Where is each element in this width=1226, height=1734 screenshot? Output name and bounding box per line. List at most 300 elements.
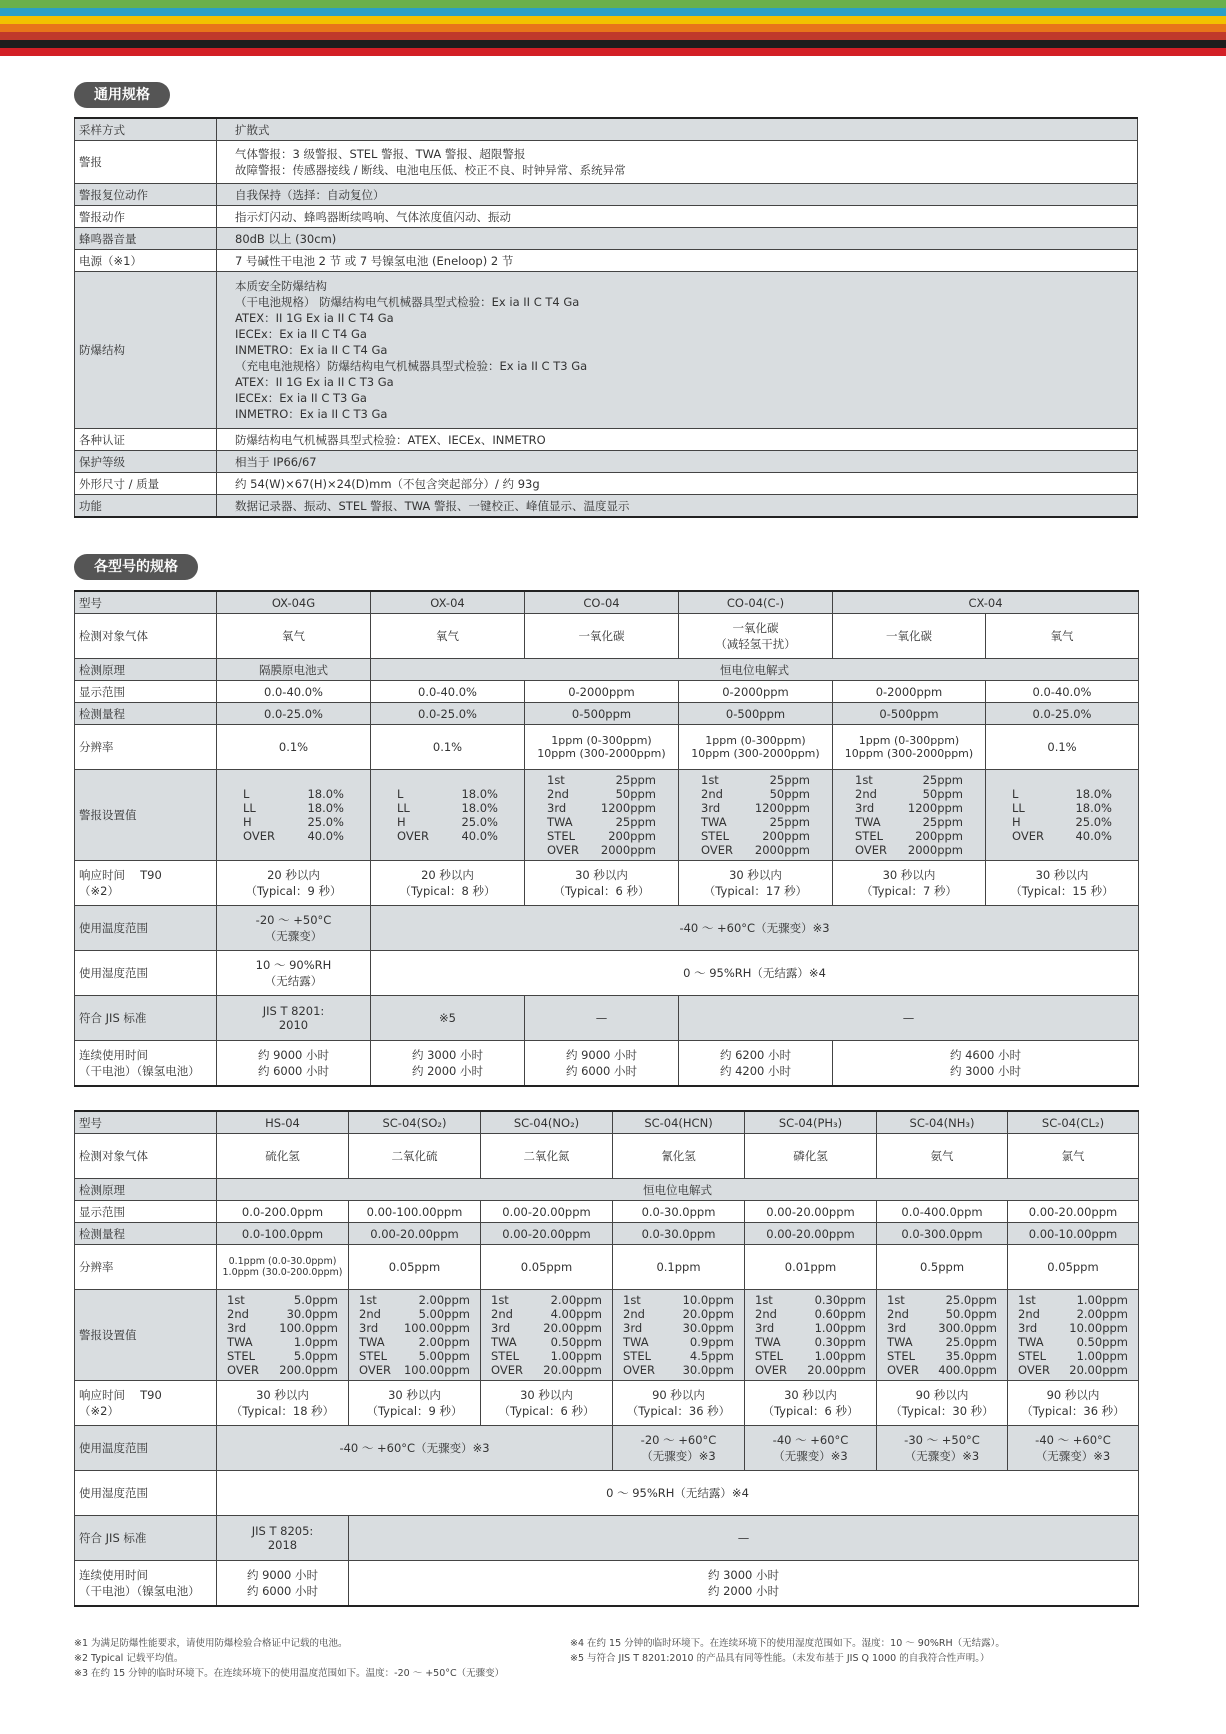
alarm-value: 25ppm bbox=[922, 815, 963, 829]
range-value: 0.00-10.00ppm bbox=[1008, 1223, 1139, 1245]
resolution-value: 0.1% bbox=[986, 725, 1139, 770]
display-value: 0.00-100.00ppm bbox=[349, 1201, 481, 1223]
alarm-value: 1200ppm bbox=[600, 801, 656, 815]
alarm-cell bbox=[371, 770, 525, 861]
resolution-value: 0.05ppm bbox=[349, 1245, 481, 1290]
alarm-level: 3rd bbox=[227, 1321, 247, 1335]
jis-value: JIS T 8201: 2010 bbox=[217, 996, 371, 1041]
range-value: 0.00-20.00ppm bbox=[745, 1223, 877, 1245]
alarm-level: 1st bbox=[359, 1293, 377, 1307]
row-value: 气体警报：3 级警报、STEL 警报、TWA 警报、超限警报 故障警报：传感器接线 / 断线、电池电压低、校正不良、时钟异常、系统异常 bbox=[217, 141, 1138, 184]
alarm-level: STEL bbox=[359, 1349, 387, 1363]
row-label: 电源（※1） bbox=[75, 250, 217, 272]
alarm-level: 2nd bbox=[701, 787, 723, 801]
alarm-level: 2nd bbox=[855, 787, 877, 801]
row-label: 保护等级 bbox=[75, 451, 217, 473]
alarm-level: 1st bbox=[755, 1293, 773, 1307]
alarm-level: OVER bbox=[547, 843, 579, 857]
display-value: 0.0-40.0% bbox=[217, 681, 371, 703]
alarm-level: 1st bbox=[855, 773, 873, 787]
alarm-level: TWA bbox=[1018, 1335, 1044, 1349]
display-label: 显示范围 bbox=[75, 681, 217, 703]
alarm-level: STEL bbox=[701, 829, 729, 843]
alarm-cell bbox=[679, 770, 833, 861]
gas-value: 氧气 bbox=[217, 614, 371, 659]
model-name: SC-04(PH₃) bbox=[745, 1111, 877, 1134]
alarm-list bbox=[243, 787, 344, 843]
alarm-level: 2nd bbox=[623, 1307, 645, 1321]
range-value: 0-500ppm bbox=[525, 703, 679, 725]
alarm-value: 30.0ppm bbox=[682, 1321, 734, 1335]
alarm-value: 10.0ppm bbox=[682, 1293, 734, 1307]
cont-value: 约 9000 小时 约 6000 小时 bbox=[217, 1561, 349, 1607]
alarm-value: 20.00ppm bbox=[543, 1363, 602, 1377]
alarm-level: LL bbox=[397, 801, 410, 815]
row-label: 警报 bbox=[75, 141, 217, 184]
alarm-level: 2nd bbox=[755, 1307, 777, 1321]
alarm-level: 1st bbox=[701, 773, 719, 787]
alarm-value: 50ppm bbox=[922, 787, 963, 801]
alarm-level: OVER bbox=[397, 829, 429, 843]
alarm-value: 200.0ppm bbox=[279, 1363, 338, 1377]
alarm-value: 0.30ppm bbox=[814, 1293, 866, 1307]
alarm-level: STEL bbox=[887, 1349, 915, 1363]
alarm-value: 25.0% bbox=[1075, 815, 1112, 829]
humidity-value: 0 ～ 95%RH（无结露）※4 bbox=[371, 951, 1139, 996]
jis-value: ※5 bbox=[371, 996, 525, 1041]
alarm-level: 3rd bbox=[701, 801, 721, 815]
row-value: 数据记录器、振动、STEL 警报、TWA 警报、一键校正、峰值显示、温度显示 bbox=[217, 495, 1138, 518]
alarm-level: 3rd bbox=[623, 1321, 643, 1335]
general-spec-table bbox=[74, 117, 1138, 518]
alarm-value: 5.00ppm bbox=[418, 1349, 470, 1363]
alarm-list bbox=[227, 1293, 338, 1377]
principle-label: 检测原理 bbox=[75, 1179, 217, 1201]
model-spec-table-2 bbox=[74, 1110, 1139, 1607]
alarm-value: 20.00ppm bbox=[543, 1321, 602, 1335]
alarm-cell bbox=[877, 1290, 1008, 1381]
model-name: SC-04(CL₂) bbox=[1008, 1111, 1139, 1134]
model-name: SC-04(SO₂) bbox=[349, 1111, 481, 1134]
alarm-level: TWA bbox=[623, 1335, 649, 1349]
alarm-level: 3rd bbox=[855, 801, 875, 815]
resolution-value: 1ppm (0-300ppm) 10ppm (300-2000ppm) bbox=[833, 725, 986, 770]
alarm-value: 25.0ppm bbox=[945, 1293, 997, 1307]
alarm-label: 警报设置值 bbox=[75, 770, 217, 861]
alarm-level: OVER bbox=[227, 1363, 259, 1377]
resolution-value: 0.1% bbox=[217, 725, 371, 770]
range-value: 0.0-100.0ppm bbox=[217, 1223, 349, 1245]
alarm-list bbox=[887, 1293, 997, 1377]
range-label: 检测量程 bbox=[75, 703, 217, 725]
display-value: 0-2000ppm bbox=[679, 681, 833, 703]
gas-value: 氰化氢 bbox=[613, 1134, 745, 1179]
alarm-level: 3rd bbox=[547, 801, 567, 815]
display-value: 0-2000ppm bbox=[525, 681, 679, 703]
alarm-cell bbox=[349, 1290, 481, 1381]
alarm-level: STEL bbox=[855, 829, 883, 843]
alarm-level: 1st bbox=[491, 1293, 509, 1307]
alarm-value: 1.00ppm bbox=[814, 1349, 866, 1363]
alarm-value: 18.0% bbox=[1075, 801, 1112, 815]
gas-value: 二氧化氮 bbox=[481, 1134, 613, 1179]
alarm-list bbox=[1018, 1293, 1128, 1377]
alarm-value: 2000ppm bbox=[600, 843, 656, 857]
display-value: 0.00-20.00ppm bbox=[745, 1201, 877, 1223]
row-value: 自我保持（选择：自动复位） bbox=[217, 184, 1138, 206]
alarm-value: 4.5ppm bbox=[689, 1349, 734, 1363]
alarm-level: TWA bbox=[701, 815, 727, 829]
cont-value: 约 3000 小时 约 2000 小时 bbox=[371, 1041, 525, 1087]
alarm-level: OVER bbox=[1018, 1363, 1050, 1377]
alarm-level: 2nd bbox=[887, 1307, 909, 1321]
alarm-value: 18.0% bbox=[461, 801, 498, 815]
row-label: 功能 bbox=[75, 495, 217, 518]
row-label: 采样方式 bbox=[75, 118, 217, 141]
alarm-cell bbox=[833, 770, 986, 861]
temp-value: -30 ～ +50°C （无骤变）※3 bbox=[877, 1426, 1008, 1471]
alarm-list bbox=[855, 773, 963, 857]
row-value: 80dB 以上 (30cm) bbox=[217, 228, 1138, 250]
row-value: 相当于 IP66/67 bbox=[217, 451, 1138, 473]
range-value: 0.0-25.0% bbox=[986, 703, 1139, 725]
alarm-level: OVER bbox=[887, 1363, 919, 1377]
alarm-value: 100.00ppm bbox=[403, 1321, 470, 1335]
alarm-value: 40.0% bbox=[307, 829, 344, 843]
alarm-value: 2000ppm bbox=[754, 843, 810, 857]
alarm-list bbox=[397, 787, 498, 843]
range-value: 0.0-25.0% bbox=[217, 703, 371, 725]
alarm-value: 2.00ppm bbox=[550, 1293, 602, 1307]
alarm-value: 25ppm bbox=[615, 815, 656, 829]
alarm-list bbox=[547, 773, 656, 857]
alarm-value: 18.0% bbox=[461, 787, 498, 801]
alarm-level: H bbox=[1012, 815, 1021, 829]
alarm-value: 0.30ppm bbox=[814, 1335, 866, 1349]
alarm-level: STEL bbox=[1018, 1349, 1046, 1363]
temp-label: 使用温度范围 bbox=[75, 906, 217, 951]
model-name: CO-04(C-) bbox=[679, 591, 833, 614]
alarm-level: OVER bbox=[855, 843, 887, 857]
alarm-value: 10.00ppm bbox=[1069, 1321, 1128, 1335]
alarm-value: 18.0% bbox=[307, 801, 344, 815]
alarm-value: 400.0ppm bbox=[938, 1363, 997, 1377]
row-label: 防爆结构 bbox=[75, 272, 217, 429]
alarm-value: 1.00ppm bbox=[814, 1321, 866, 1335]
alarm-level: 1st bbox=[623, 1293, 641, 1307]
alarm-level: OVER bbox=[623, 1363, 655, 1377]
cont-value: 约 9000 小时 约 6000 小时 bbox=[525, 1041, 679, 1087]
resolution-value: 0.01ppm bbox=[745, 1245, 877, 1290]
alarm-level: 1st bbox=[547, 773, 565, 787]
alarm-level: TWA bbox=[227, 1335, 253, 1349]
alarm-list bbox=[1012, 787, 1112, 843]
alarm-value: 1.00ppm bbox=[1076, 1349, 1128, 1363]
stripe-3 bbox=[0, 16, 1226, 24]
alarm-value: 0.9ppm bbox=[689, 1335, 734, 1349]
gas-value: 硫化氢 bbox=[217, 1134, 349, 1179]
range-value: 0.00-20.00ppm bbox=[349, 1223, 481, 1245]
alarm-value: 4.00ppm bbox=[550, 1307, 602, 1321]
row-label: 蜂鸣器音量 bbox=[75, 228, 217, 250]
alarm-level: 1st bbox=[1018, 1293, 1036, 1307]
alarm-value: 25ppm bbox=[769, 773, 810, 787]
alarm-label: 警报设置值 bbox=[75, 1290, 217, 1381]
principle-value: 恒电位电解式 bbox=[217, 1179, 1139, 1201]
gas-value: 氨气 bbox=[877, 1134, 1008, 1179]
display-value: 0.00-20.00ppm bbox=[1008, 1201, 1139, 1223]
alarm-level: 2nd bbox=[547, 787, 569, 801]
cont-value: 约 3000 小时 约 2000 小时 bbox=[349, 1561, 1139, 1607]
alarm-cell bbox=[217, 1290, 349, 1381]
alarm-list bbox=[491, 1293, 602, 1377]
range-value: 0.00-20.00ppm bbox=[481, 1223, 613, 1245]
row-value: 7 号碱性干电池 2 节 或 7 号镍氢电池 (Eneloop) 2 节 bbox=[217, 250, 1138, 272]
gas-value: 氧气 bbox=[986, 614, 1139, 659]
model-label: 型号 bbox=[75, 1111, 217, 1134]
alarm-cell bbox=[745, 1290, 877, 1381]
alarm-value: 2.00ppm bbox=[418, 1293, 470, 1307]
alarm-level: LL bbox=[1012, 801, 1025, 815]
model-spec-title: 各型号的规格 bbox=[74, 554, 198, 580]
alarm-cell bbox=[986, 770, 1139, 861]
alarm-value: 5.0ppm bbox=[293, 1293, 338, 1307]
resolution-value: 0.1ppm (0.0-30.0ppm) 1.0ppm (30.0-200.0ppm) bbox=[217, 1245, 349, 1290]
alarm-level: TWA bbox=[887, 1335, 913, 1349]
alarm-cell bbox=[613, 1290, 745, 1381]
alarm-level: OVER bbox=[701, 843, 733, 857]
response-value: 20 秒以内 （Typical：8 秒） bbox=[371, 861, 525, 906]
display-label: 显示范围 bbox=[75, 1201, 217, 1223]
humidity-value: 10 ～ 90%RH （无结露） bbox=[217, 951, 371, 996]
row-value: 约 54(W)×67(H)×24(D)mm（不包含突起部分）/ 约 93g bbox=[217, 473, 1138, 495]
alarm-level: STEL bbox=[491, 1349, 519, 1363]
alarm-value: 20.00ppm bbox=[807, 1363, 866, 1377]
principle-value: 恒电位电解式 bbox=[371, 659, 1139, 681]
alarm-value: 25.0% bbox=[461, 815, 498, 829]
alarm-level: 1st bbox=[887, 1293, 905, 1307]
alarm-value: 100.00ppm bbox=[403, 1363, 470, 1377]
display-value: 0.0-40.0% bbox=[371, 681, 525, 703]
humidity-value: 0 ～ 95%RH（无结露）※4 bbox=[217, 1471, 1139, 1516]
alarm-list bbox=[701, 773, 810, 857]
humidity-label: 使用湿度范围 bbox=[75, 951, 217, 996]
resolution-value: 1ppm (0-300ppm) 10ppm (300-2000ppm) bbox=[525, 725, 679, 770]
alarm-level: TWA bbox=[491, 1335, 517, 1349]
stripe-5 bbox=[0, 32, 1226, 40]
principle-label: 检测原理 bbox=[75, 659, 217, 681]
temp-value: -40 ～ +60°C（无骤变）※3 bbox=[371, 906, 1139, 951]
resolution-value: 0.05ppm bbox=[1008, 1245, 1139, 1290]
alarm-value: 50ppm bbox=[769, 787, 810, 801]
range-label: 检测量程 bbox=[75, 1223, 217, 1245]
range-value: 0-500ppm bbox=[833, 703, 986, 725]
cont-value: 约 4600 小时 约 3000 小时 bbox=[833, 1041, 1139, 1087]
resolution-value: 1ppm (0-300ppm) 10ppm (300-2000ppm) bbox=[679, 725, 833, 770]
gas-value: 氯气 bbox=[1008, 1134, 1139, 1179]
display-value: 0.0-200.0ppm bbox=[217, 1201, 349, 1223]
alarm-value: 5.00ppm bbox=[418, 1307, 470, 1321]
alarm-value: 30.0ppm bbox=[682, 1363, 734, 1377]
alarm-value: 1.00ppm bbox=[1076, 1293, 1128, 1307]
alarm-list bbox=[623, 1293, 734, 1377]
stripe-6 bbox=[0, 40, 1226, 48]
alarm-value: 2000ppm bbox=[907, 843, 963, 857]
model-name: OX-04 bbox=[371, 591, 525, 614]
row-value: 指示灯闪动、蜂鸣器断续鸣响、气体浓度值闪动、振动 bbox=[217, 206, 1138, 228]
alarm-value: 100.0ppm bbox=[279, 1321, 338, 1335]
gas-value: 一氧化碳 bbox=[525, 614, 679, 659]
jis-label: 符合 JIS 标准 bbox=[75, 1516, 217, 1561]
alarm-value: 20.0ppm bbox=[682, 1307, 734, 1321]
alarm-value: 1200ppm bbox=[754, 801, 810, 815]
stripe-7 bbox=[0, 48, 1226, 56]
resolution-label: 分辨率 bbox=[75, 1245, 217, 1290]
response-value: 30 秒以内 （Typical：6 秒） bbox=[525, 861, 679, 906]
alarm-value: 0.50ppm bbox=[550, 1335, 602, 1349]
alarm-level: OVER bbox=[1012, 829, 1044, 843]
temp-value: -20 ～ +60°C （无骤变）※3 bbox=[613, 1426, 745, 1471]
row-value: 防爆结构电气机械器具型式检验：ATEX、IECEx、INMETRO bbox=[217, 429, 1138, 451]
alarm-level: L bbox=[397, 787, 404, 801]
alarm-level: 3rd bbox=[359, 1321, 379, 1335]
alarm-level: TWA bbox=[547, 815, 573, 829]
alarm-level: 1st bbox=[227, 1293, 245, 1307]
range-value: 0-500ppm bbox=[679, 703, 833, 725]
alarm-level: 2nd bbox=[359, 1307, 381, 1321]
alarm-level: 3rd bbox=[887, 1321, 907, 1335]
alarm-cell bbox=[481, 1290, 613, 1381]
alarm-value: 25.0ppm bbox=[945, 1335, 997, 1349]
alarm-value: 2.00ppm bbox=[418, 1335, 470, 1349]
cont-label: 连续使用时间 （干电池）（镍氢电池） bbox=[75, 1561, 217, 1607]
model-name: SC-04(NH₃) bbox=[877, 1111, 1008, 1134]
temp-value: -40 ～ +60°C （无骤变）※3 bbox=[745, 1426, 877, 1471]
row-label: 各种认证 bbox=[75, 429, 217, 451]
gas-value: 氧气 bbox=[371, 614, 525, 659]
response-value: 20 秒以内 （Typical：9 秒） bbox=[217, 861, 371, 906]
response-label: 响应时间 T90 （※2） bbox=[75, 861, 217, 906]
alarm-level: STEL bbox=[623, 1349, 651, 1363]
alarm-level: H bbox=[243, 815, 252, 829]
alarm-level: L bbox=[243, 787, 250, 801]
range-value: 0.0-25.0% bbox=[371, 703, 525, 725]
alarm-value: 50.0ppm bbox=[945, 1307, 997, 1321]
alarm-value: 20.00ppm bbox=[1069, 1363, 1128, 1377]
alarm-value: 25ppm bbox=[615, 773, 656, 787]
alarm-level: OVER bbox=[359, 1363, 391, 1377]
principle-value: 隔膜原电池式 bbox=[217, 659, 371, 681]
alarm-level: OVER bbox=[755, 1363, 787, 1377]
stripe-4 bbox=[0, 24, 1226, 32]
model-label: 型号 bbox=[75, 591, 217, 614]
alarm-level: TWA bbox=[359, 1335, 385, 1349]
jis-value: — bbox=[349, 1516, 1139, 1561]
stripe-1 bbox=[0, 0, 1226, 8]
alarm-level: OVER bbox=[491, 1363, 523, 1377]
alarm-value: 35.0ppm bbox=[945, 1349, 997, 1363]
alarm-level: OVER bbox=[243, 829, 275, 843]
alarm-value: 5.0ppm bbox=[293, 1349, 338, 1363]
temp-value: -40 ～ +60°C（无骤变）※3 bbox=[217, 1426, 613, 1471]
alarm-value: 200ppm bbox=[608, 829, 656, 843]
display-value: 0.0-40.0% bbox=[986, 681, 1139, 703]
alarm-value: 1.00ppm bbox=[550, 1349, 602, 1363]
alarm-level: STEL bbox=[547, 829, 575, 843]
temp-label: 使用温度范围 bbox=[75, 1426, 217, 1471]
row-label: 警报复位动作 bbox=[75, 184, 217, 206]
jis-label: 符合 JIS 标准 bbox=[75, 996, 217, 1041]
alarm-level: 2nd bbox=[227, 1307, 249, 1321]
alarm-value: 200ppm bbox=[762, 829, 810, 843]
gas-label: 检测对象气体 bbox=[75, 614, 217, 659]
resolution-value: 0.5ppm bbox=[877, 1245, 1008, 1290]
display-value: 0.0-400.0ppm bbox=[877, 1201, 1008, 1223]
response-label: 响应时间 T90 （※2） bbox=[75, 1381, 217, 1426]
response-value: 90 秒以内 （Typical：30 秒） bbox=[877, 1381, 1008, 1426]
model-spec-table-1 bbox=[74, 590, 1139, 1087]
response-value: 30 秒以内 （Typical：18 秒） bbox=[217, 1381, 349, 1426]
response-value: 30 秒以内 （Typical：6 秒） bbox=[481, 1381, 613, 1426]
gas-label: 检测对象气体 bbox=[75, 1134, 217, 1179]
alarm-value: 0.50ppm bbox=[1076, 1335, 1128, 1349]
resolution-value: 0.05ppm bbox=[481, 1245, 613, 1290]
display-value: 0.00-20.00ppm bbox=[481, 1201, 613, 1223]
model-name: SC-04(HCN) bbox=[613, 1111, 745, 1134]
model-name: SC-04(NO₂) bbox=[481, 1111, 613, 1134]
humidity-label: 使用湿度范围 bbox=[75, 1471, 217, 1516]
response-value: 30 秒以内 （Typical：17 秒） bbox=[679, 861, 833, 906]
alarm-level: 2nd bbox=[1018, 1307, 1040, 1321]
alarm-level: LL bbox=[243, 801, 256, 815]
alarm-level: L bbox=[1012, 787, 1019, 801]
alarm-level: STEL bbox=[755, 1349, 783, 1363]
alarm-level: 2nd bbox=[491, 1307, 513, 1321]
row-label: 警报动作 bbox=[75, 206, 217, 228]
alarm-level: H bbox=[397, 815, 406, 829]
display-value: 0-2000ppm bbox=[833, 681, 986, 703]
alarm-list bbox=[359, 1293, 470, 1377]
alarm-level: TWA bbox=[855, 815, 881, 829]
gas-value: 二氧化硫 bbox=[349, 1134, 481, 1179]
row-label: 外形尺寸 / 质量 bbox=[75, 473, 217, 495]
footnotes-right: ※4 在约 15 分钟的临时环境下。在连续环境下的使用湿度范围如下。湿度：10 ～ 90%RH（无结露）。 ※5 与符合 JIS T 8201:2010 的产品具有同等性能。（未发布基于 JIS Q 1000 的自我符合性声明。） bbox=[570, 1638, 1005, 1664]
alarm-level: 3rd bbox=[1018, 1321, 1038, 1335]
alarm-value: 1.0ppm bbox=[293, 1335, 338, 1349]
response-value: 30 秒以内 （Typical：7 秒） bbox=[833, 861, 986, 906]
resolution-label: 分辨率 bbox=[75, 725, 217, 770]
alarm-cell bbox=[217, 770, 371, 861]
display-value: 0.0-30.0ppm bbox=[613, 1201, 745, 1223]
range-value: 0.0-300.0ppm bbox=[877, 1223, 1008, 1245]
resolution-value: 0.1ppm bbox=[613, 1245, 745, 1290]
row-value: 扩散式 bbox=[217, 118, 1138, 141]
alarm-level: STEL bbox=[227, 1349, 255, 1363]
jis-value: — bbox=[525, 996, 679, 1041]
response-value: 30 秒以内 （Typical：9 秒） bbox=[349, 1381, 481, 1426]
alarm-value: 40.0% bbox=[461, 829, 498, 843]
model-name: CX-04 bbox=[833, 591, 1139, 614]
alarm-value: 200ppm bbox=[915, 829, 963, 843]
model-name: HS-04 bbox=[217, 1111, 349, 1134]
alarm-value: 25ppm bbox=[922, 773, 963, 787]
general-spec-title: 通用规格 bbox=[74, 82, 170, 108]
temp-value: -20 ～ +50°C （无骤变） bbox=[217, 906, 371, 951]
response-value: 90 秒以内 （Typical：36 秒） bbox=[613, 1381, 745, 1426]
alarm-level: 3rd bbox=[491, 1321, 511, 1335]
response-value: 90 秒以内 （Typical：36 秒） bbox=[1008, 1381, 1139, 1426]
alarm-value: 30.0ppm bbox=[286, 1307, 338, 1321]
